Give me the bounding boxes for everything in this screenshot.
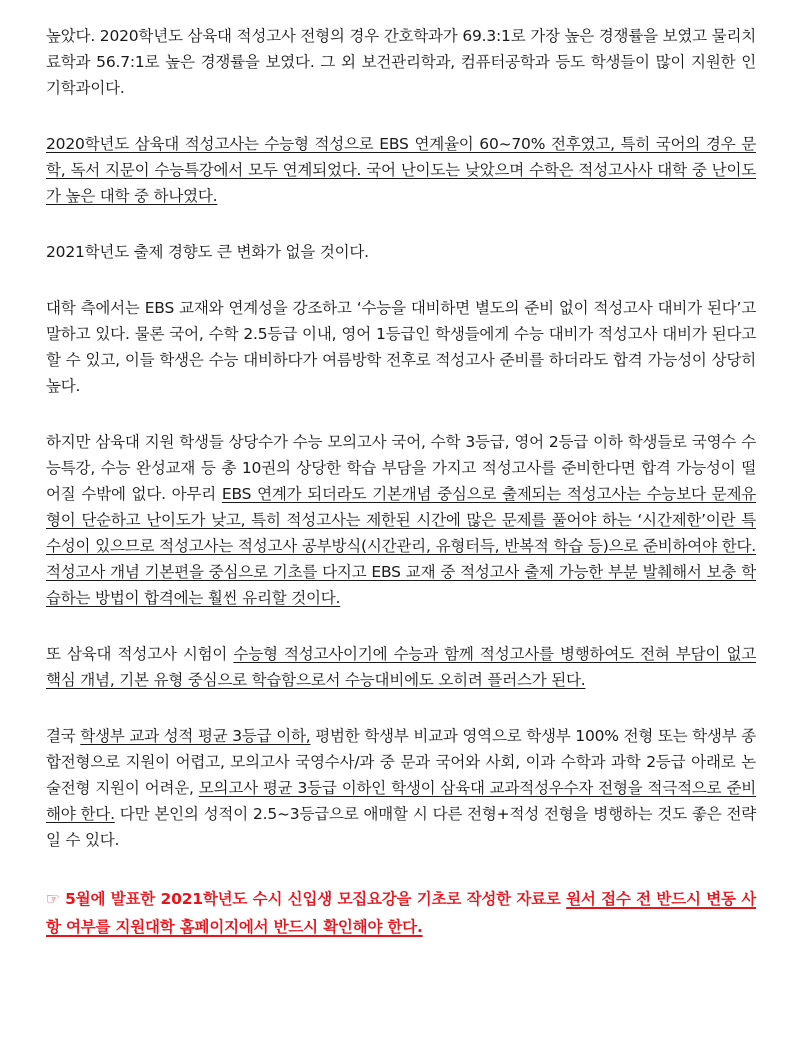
paragraph-text: 평범한 학생부 비교과 영역으로 학생부 100% 전형 또는 학생부 종합전형으로 지원이 어렵고, 모의고사 국영수사/과 중 문과 국어와 사회, 이과 수학과 과학 2등급 아래로 논술전형 지원이 어려운, bbox=[46, 727, 756, 797]
paragraph-text: 다만 본인의 성적이 2.5~3등급으로 애매할 시 다른 전형+적성 전형을 병행하는 것도 좋은 전략일 수 있다. bbox=[46, 805, 757, 849]
paragraph-suneung-type bbox=[46, 641, 756, 693]
pointing-hand-icon: ☞ bbox=[46, 890, 60, 908]
underlined-text: EBS 연계가 되더라도 기본개념 중심으로 출제되는 적성고사는 수능보다 문제유형이 단순하고 난이도가 낮고, 특히 적성고사는 제한된 시간에 많은 문제를 풀어야 하는 ‘시간제한’이란 특수성이 있으므로 적성고사는 적성고사 공부방식(시간관리, 유형터득, 반복적 학습 등)으로 준비하여야 한다. 적성고사 개념 기본편을 중심으로 기초를 다지고 EBS 교재 중 적성고사 출제 가능한 부분 발췌해서 보충 학습하는 방법이 합격에는 훨씬 유리할 것이다. bbox=[46, 485, 756, 607]
paragraph-2021-trend bbox=[46, 239, 756, 265]
paragraph-conclusion bbox=[46, 723, 756, 853]
notice-text: 5월에 발표한 2021학년도 수시 신입생 모집요강을 기초로 작성한 자료로 bbox=[59, 890, 567, 908]
paragraph-text: 하지만 삼육대 지원 학생들 상당수가 수능 모의고사 국어, 수학 3등급, 영어 2등급 이하 학생들로 국영수 수능특강, 수능 완성교재 등 총 10권의 상당한 학습 부담을 가지고 적성고사를 준비한다면 합격 가능성이 떨어질 수밖에 없다. 아무리 bbox=[46, 433, 756, 503]
paragraph-study-burden bbox=[46, 429, 756, 611]
paragraph-2020-exam-summary bbox=[46, 131, 756, 209]
underlined-text: 학생부 교과 성적 평균 3등급 이하, bbox=[80, 727, 311, 745]
underlined-text: 수능형 적성고사이기에 수능과 함께 적성고사를 병행하여도 전혀 부담이 없고 핵심 개념, 기본 유형 중심으로 학습함으로서 수능대비에도 오히려 플러스가 된다. bbox=[46, 645, 756, 689]
underlined-text: 모의고사 평균 3등급 이하인 학생이 삼육대 교과적성우수자 전형을 적극적으로 준비해야 한다. bbox=[46, 779, 756, 823]
paragraph-text: 또 삼육대 적성고사 시험이 bbox=[46, 645, 234, 663]
underlined-text: 2020학년도 삼육대 적성고사는 수능형 적성으로 EBS 연계율이 60~70% 전후였고, 특히 국어의 경우 문학, 독서 지문이 수능특강에서 모두 연계되었다. 국어 난이도는 낮았으며 수학은 적성고사사 대학 중 난이도가 높은 대학 중 하나였다. bbox=[46, 135, 756, 205]
paragraph-text: 2021학년도 출제 경향도 큰 변화가 없을 것이다. bbox=[46, 243, 369, 261]
notice-paragraph bbox=[46, 885, 756, 941]
paragraph-text: 높았다. 2020학년도 삼육대 적성고사 전형의 경우 간호학과가 69.3:1로 가장 높은 경쟁률을 보였고 물리치료학과 56.7:1로 높은 경쟁률을 보였다. 그 외 보건관리학과, 컴퓨터공학과 등도 학생들이 많이 지원한 인기학과이다. bbox=[46, 27, 756, 97]
paragraph-competition-rate bbox=[46, 23, 756, 101]
paragraph-text: 대학 측에서는 EBS 교재와 연계성을 강조하고 ‘수능을 대비하면 별도의 준비 없이 적성고사 대비가 된다’고 말하고 있다. 물론 국어, 수학 2.5등급 이내, 영어 1등급인 학생들에게 수능 대비가 적성고사 대비가 된다고 할 수 있고, 이들 학생은 수능 대비하다가 여름방학 전후로 적성고사 준비를 하더라도 합격 가능성이 상당히 높다. bbox=[46, 299, 756, 395]
notice-underlined-text: 원서 접수 전 반드시 변동 사항 여부를 지원대학 홈페이지에서 반드시 확인해야 한다. bbox=[46, 890, 756, 936]
paragraph-university-stance bbox=[46, 295, 756, 399]
paragraph-text: 결국 bbox=[46, 727, 81, 745]
document-body bbox=[46, 23, 756, 941]
